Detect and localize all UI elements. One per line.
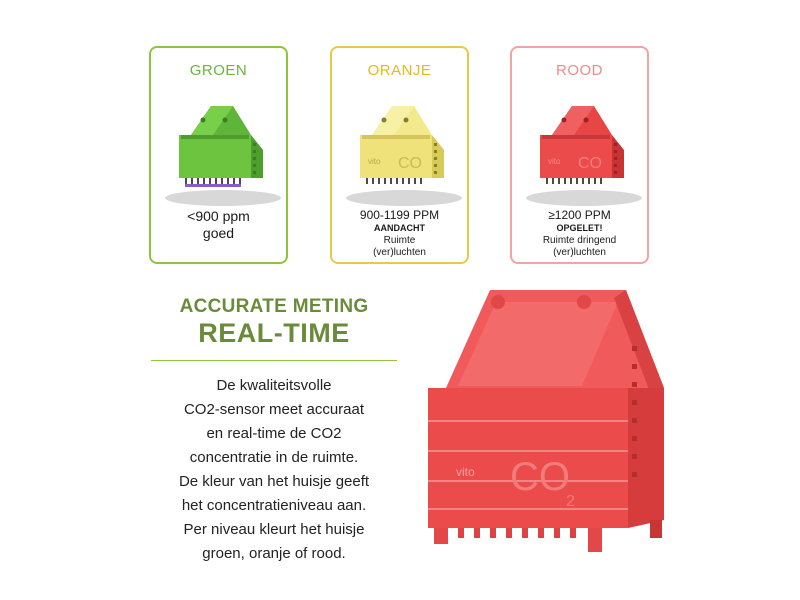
co-label: CO bbox=[510, 455, 570, 499]
level-card-green bbox=[149, 46, 288, 264]
card-advice: Ruimte dringend bbox=[542, 235, 617, 246]
description-line: De kwaliteitsvolle bbox=[216, 377, 332, 394]
level-card-red bbox=[510, 46, 649, 264]
svg-text:vito: vito bbox=[368, 157, 381, 166]
description-line: het concentratieniveau aan. bbox=[181, 497, 367, 514]
card-status: goed bbox=[202, 225, 235, 241]
card-title: GROEN bbox=[189, 62, 248, 79]
card-advice: (ver)luchten bbox=[553, 247, 606, 258]
card-advice: Ruimte bbox=[383, 235, 416, 246]
headline-main: REAL-TIME bbox=[198, 318, 350, 348]
brand-label: vito bbox=[456, 465, 475, 479]
card-title: ORANJE bbox=[367, 62, 432, 79]
card-text bbox=[151, 208, 286, 242]
headline-top: ACCURATE METING bbox=[179, 296, 369, 317]
card-status: AANDACHT bbox=[374, 223, 425, 233]
card-status: OPGELET! bbox=[556, 223, 603, 233]
svg-text:CO: CO bbox=[398, 155, 422, 172]
description-line: groen, oranje of rood. bbox=[202, 545, 346, 562]
svg-text:CO: CO bbox=[578, 155, 602, 172]
description-line: en real-time de CO2 bbox=[206, 425, 342, 442]
svg-text:vito: vito bbox=[548, 157, 561, 166]
card-advice: (ver)luchten bbox=[373, 247, 426, 258]
card-ppm: <900 ppm bbox=[187, 208, 250, 224]
description-line: Per niveau kleurt het huisje bbox=[183, 521, 365, 538]
card-title: ROOD bbox=[556, 62, 603, 79]
divider bbox=[151, 360, 397, 361]
sensor-house-large-icon bbox=[418, 280, 674, 560]
card-ppm: 900-1199 PPM bbox=[359, 208, 440, 222]
description-line: concentratie in de ruimte. bbox=[189, 449, 359, 466]
card-ppm: ≥1200 PPM bbox=[548, 208, 611, 222]
description-line: CO2-sensor meet accuraat bbox=[183, 401, 365, 418]
description-line: De kleur van het huisje geeft bbox=[178, 473, 370, 490]
co-subscript: 2 bbox=[566, 493, 575, 510]
card-text bbox=[512, 208, 647, 259]
card-text bbox=[332, 208, 467, 259]
level-card-orange bbox=[330, 46, 469, 264]
description bbox=[151, 374, 397, 566]
